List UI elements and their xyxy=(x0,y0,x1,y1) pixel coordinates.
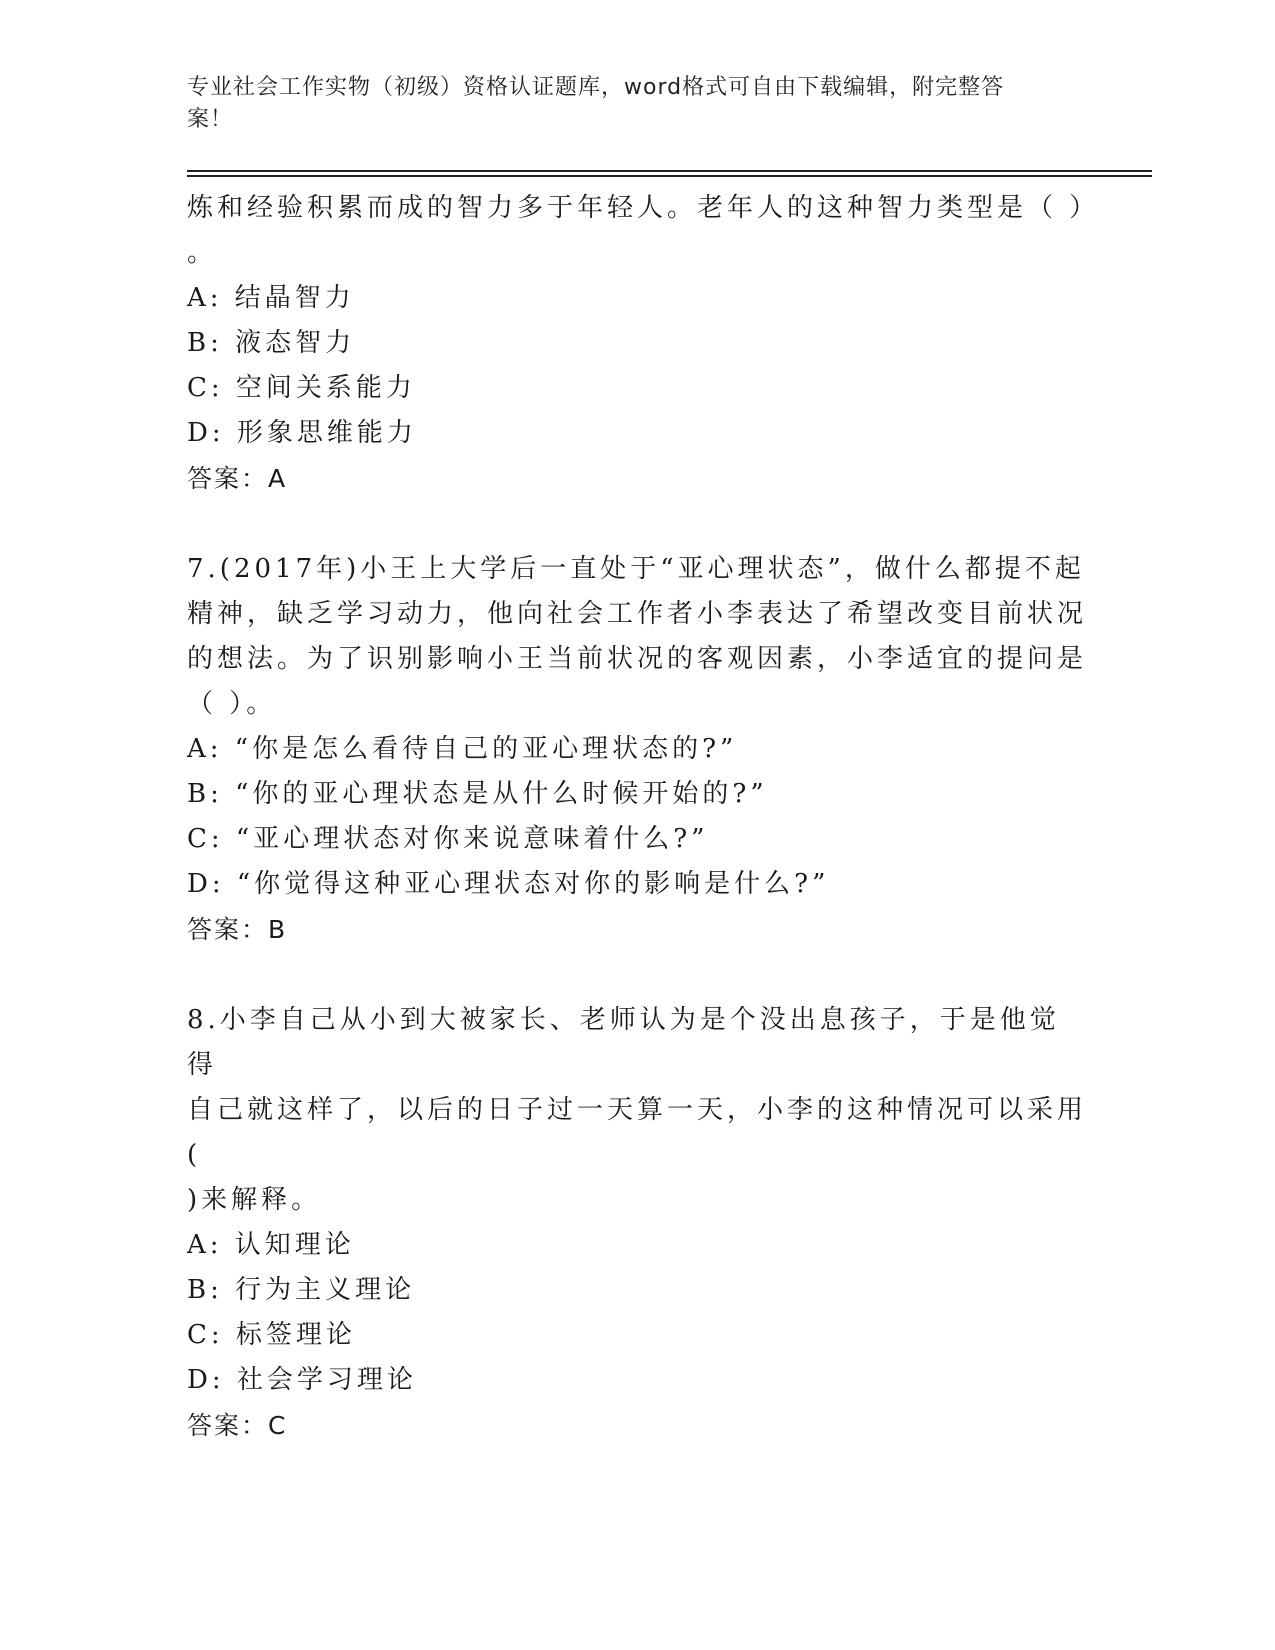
option-c: C: “亚心理状态对你来说意味着什么?” xyxy=(187,824,709,854)
question-stem-line: 精神，缺乏学习动力，他向社会工作者小李表达了希望改变目前状况 xyxy=(187,599,1088,629)
option-a: A: 结晶智力 xyxy=(187,283,355,313)
question-stem-line: 炼和经验积累而成的智力多于年轻人。老年人的这种智力类型是（ ） xyxy=(187,193,1100,223)
question-stem-line: )来解释。 xyxy=(187,1185,322,1215)
question-7 xyxy=(187,547,1087,952)
question-stem-line: 7.(2017年)小王上大学后一直处于“亚心理状态”，做什么都提不起 xyxy=(187,554,1085,584)
option-b: B: 行为主义理论 xyxy=(187,1275,416,1305)
question-stem-line: 自己就这样了，以后的日子过一天算一天，小李的这种情况可以采用( xyxy=(187,1095,1088,1170)
question-8 xyxy=(187,998,1087,1448)
option-d: D: 社会学习理论 xyxy=(187,1365,417,1395)
document-header xyxy=(187,72,1067,136)
option-c: C: 标签理论 xyxy=(187,1320,356,1350)
header-line-1: 专业社会工作实物（初级）资格认证题库，word格式可自由下载编辑，附完整答 xyxy=(187,75,1005,100)
option-d: D: 形象思维能力 xyxy=(187,418,417,448)
option-d: D: “你觉得这种亚心理状态对你的影响是什么?” xyxy=(187,869,830,899)
answer-label: 答案：B xyxy=(187,915,288,944)
option-a: A: 认知理论 xyxy=(187,1230,355,1260)
question-stem-line: 。 xyxy=(187,238,218,268)
option-a: A: “你是怎么看待自己的亚心理状态的?” xyxy=(187,734,738,764)
question-6 xyxy=(187,186,1100,501)
answer-label: 答案：A xyxy=(187,464,288,493)
question-stem-line: 的想法。为了识别影响小王当前状况的客观因素，小李适宜的提问是 xyxy=(187,644,1088,674)
answer-label: 答案：C xyxy=(187,1411,288,1440)
header-line-2: 案！ xyxy=(187,107,234,132)
option-b: B: “你的亚心理状态是从什么时候开始的?” xyxy=(187,779,768,809)
question-stem-line: （ ）。 xyxy=(187,689,277,719)
option-b: B: 液态智力 xyxy=(187,328,356,358)
header-rule-top xyxy=(187,170,1152,172)
header-rule-bottom xyxy=(187,175,1152,177)
question-content xyxy=(187,186,1100,1448)
question-stem-line: 8.小李自己从小到大被家长、老师认为是个没出息孩子，于是他觉得 xyxy=(187,1005,1060,1080)
option-c: C: 空间关系能力 xyxy=(187,373,416,403)
